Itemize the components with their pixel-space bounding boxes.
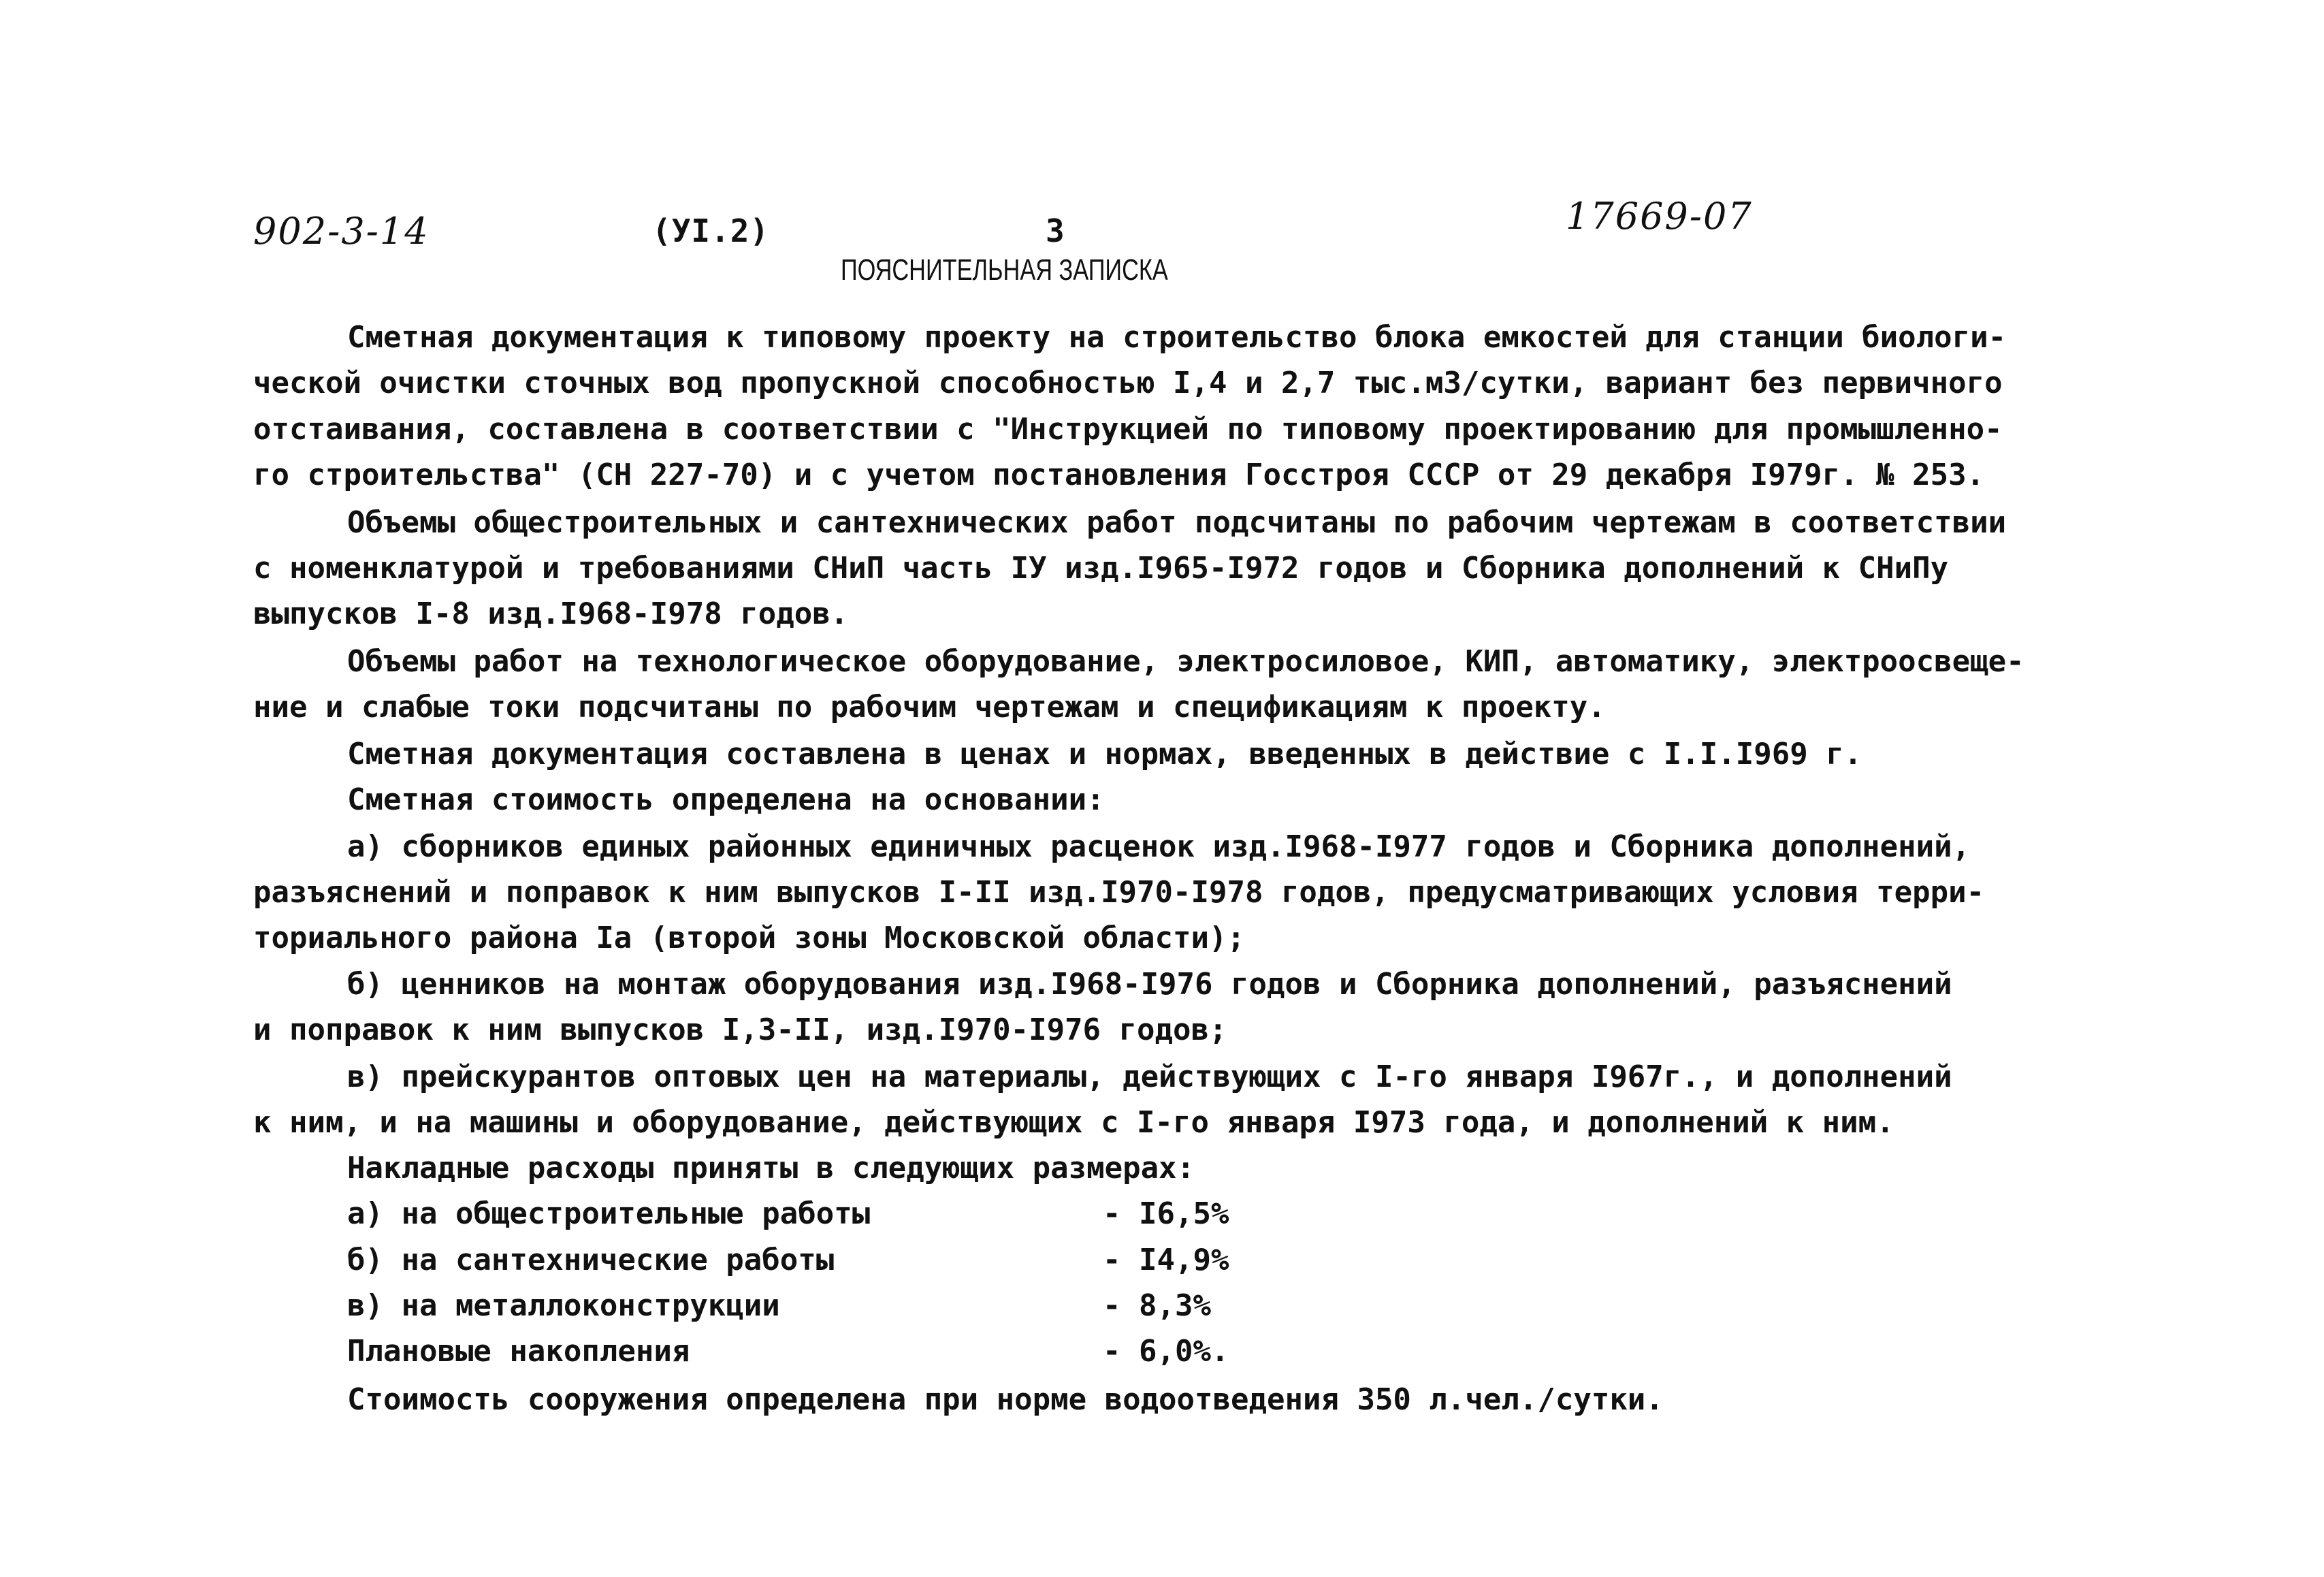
page-number: 3: [1046, 212, 1065, 249]
archive-number: 17669-07: [1566, 195, 1753, 238]
text-line: к ним, и на машины и оборудование, действующих с I-го января I973 года, и дополнений к ним.: [253, 1105, 1894, 1140]
text-line: и поправок к ним выпусков I,3-II, изд.I970-I976 годов;: [253, 1013, 1227, 1047]
text-line: Накладные расходы приняты в следующих размерах:: [347, 1151, 1195, 1185]
rate-value: - I4,9%: [1103, 1243, 1229, 1277]
rate-value: - I6,5%: [1103, 1196, 1229, 1231]
section-number: (УI.2): [652, 212, 770, 249]
text-line: Объемы общестроительных и сантехнических работ подсчитаны по рабочим чертежам в соответствии: [347, 505, 2007, 540]
rate-label: в) на металлоконструкции: [347, 1288, 780, 1323]
text-line: ние и слабые токи подсчитаны по рабочим чертежам и спецификациям к проекту.: [253, 690, 1606, 724]
rate-label: б) на сантехнические работы: [347, 1243, 835, 1277]
text-line: ториального района Iа (второй зоны Московской области);: [253, 921, 1245, 955]
text-line: Сметная документация составлена в ценах и нормах, введенных в действие с I.I.I969 г.: [347, 737, 1862, 771]
text-line: Сметная стоимость определена на основании:: [347, 782, 1105, 817]
text-line: а) сборников единых районных единичных расценок изд.I968-I977 годов и Сборника дополнений,: [347, 829, 1971, 864]
rate-label: Плановые накопления: [347, 1334, 690, 1369]
text-line: ческой очистки сточных вод пропускной способностью I,4 и 2,7 тыс.м3/сутки, вариант без первичного: [253, 366, 2003, 400]
doc-code: 902-3-14: [253, 210, 430, 253]
text-line: го строительства" (СН 227-70) и с учетом постановления Госстроя СССР от 29 декабря I979г. № 253.: [253, 458, 1985, 492]
page-title: ПОЯСНИТЕЛЬНАЯ ЗАПИСКА: [841, 253, 1168, 287]
rate-value: - 6,0%.: [1103, 1334, 1229, 1369]
text-line: с номенклатурой и требованиями СНиП часть IУ изд.I965-I972 годов и Сборника дополнений к СНиПу: [253, 551, 1949, 586]
text-line: отстаивания, составлена в соответствии с "Инструкцией по типовому проектированию для промышленно-: [253, 412, 2003, 447]
text-line: Сметная документация к типовому проекту на строительство блока емкостей для станции биологи-: [347, 320, 2007, 355]
footer-line: Стоимость сооружения определена при норме водоотведения 350 л.чел./сутки.: [347, 1382, 1664, 1417]
text-line: б) ценников на монтаж оборудования изд.I968-I976 годов и Сборника дополнений, разъяснений: [347, 967, 1952, 1002]
rate-label: а) на общестроительные работы: [347, 1196, 871, 1231]
rate-value: - 8,3%: [1103, 1288, 1211, 1323]
text-line: Объемы работ на технологическое оборудование, электросиловое, КИП, автоматику, электроосвеще-: [347, 644, 2024, 679]
text-line: выпусков I-8 изд.I968-I978 годов.: [253, 596, 849, 631]
text-line: разъяснений и поправок к ним выпусков I-II изд.I970-I978 годов, предусматривающих условия терри-: [253, 875, 1985, 910]
text-line: в) прейскурантов оптовых цен на материалы, действующих с I-го января I967г., и дополнений: [347, 1060, 1952, 1094]
